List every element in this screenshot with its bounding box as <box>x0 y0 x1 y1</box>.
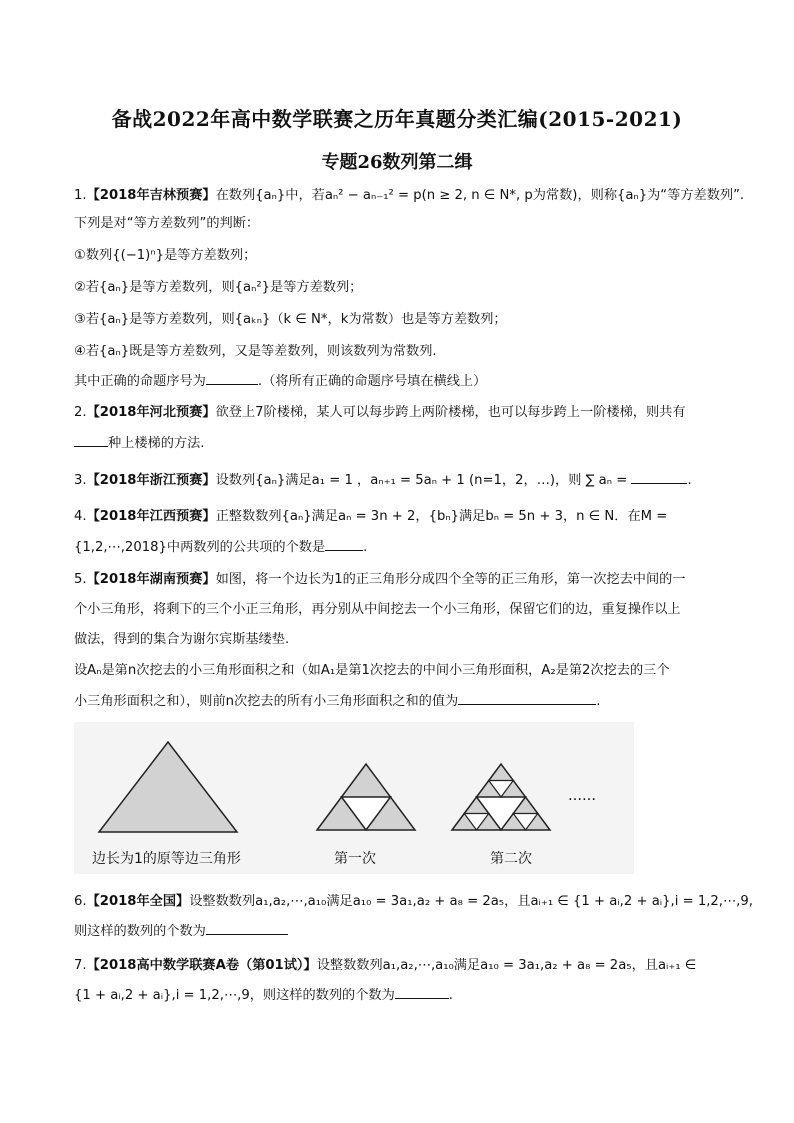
answer-blank[interactable] <box>74 434 108 447</box>
q2-stem: 2.【2018年河北预赛】欲登上7阶楼梯，某人可以每步跨上两阶楼梯，也可以每步跨上一阶楼梯，则共有 <box>74 405 686 420</box>
caption-original: 边长为1的原等边三角形 <box>92 851 241 867</box>
q5-line2: 个小三角形，将剩下的三个小正三角形，再分别从中间挖去一个小三角形，保留它们的边，重复操作以上 <box>74 602 681 617</box>
q1-option-3: ③若{aₙ}是等方差数列，则{aₖₙ}（k ∈ N*，k为常数）也是等方差数列； <box>74 312 507 327</box>
q2-tag: 【2018年河北预赛】 <box>86 405 216 420</box>
q6-tag: 【2018年全国】 <box>86 894 190 909</box>
q7-tag: 【2018高中数学联赛A卷（第01试）】 <box>86 958 317 973</box>
q5-line3: 做法，得到的集合为谢尔宾斯基缕垫. <box>74 632 290 647</box>
q1-tag: 【2018年吉林预赛】 <box>86 188 216 203</box>
q1-option-1: ①数列{(−1)ⁿ}是等方差数列； <box>74 248 257 263</box>
q6-stem: 6.【2018年全国】设整数数列a₁,a₂,⋯,a₁₀满足a₁₀ = 3a₁,a₂ + a₈ = 2a₅，且aᵢ₊₁ ∈ {1 + aᵢ,2 + aᵢ},i = 1,2,⋯,9, <box>74 894 753 909</box>
q2-line2: 种上楼梯的方法. <box>74 434 734 454</box>
q1-option-2: ②若{aₙ}是等方差数列，则{aₙ²}是等方差数列； <box>74 280 363 295</box>
q1-intro: 下列是对“等方差数列”的判断： <box>74 216 260 231</box>
caption-second: 第二次 <box>490 851 532 867</box>
q7-line2: {1 + aᵢ,2 + aᵢ},i = 1,2,⋯,9，则这样的数列的个数为 . <box>74 988 453 1003</box>
q4-tag: 【2018年江西预赛】 <box>86 509 216 524</box>
q1-stem: 1.【2018年吉林预赛】在数列{aₙ}中，若aₙ² − aₙ₋₁² = p(n ≥ 2, n ∈ N*, p为常数)，则称{aₙ}为“等方差数列”. <box>74 188 745 203</box>
q7-stem: 7.【2018高中数学联赛A卷（第01试）】设整数数列a₁,a₂,⋯,a₁₀满足a₁₀ = 3a₁,a₂ + a₈ = 2a₅，且aᵢ₊₁ ∈ <box>74 958 697 973</box>
q1-question: 其中正确的命题序号为 .（将所有正确的命题序号填在横线上） <box>74 374 487 389</box>
q5-line5: 小三角形面积之和），则前n次挖去的所有小三角形面积之和的值为 . <box>74 694 601 709</box>
answer-blank[interactable] <box>458 692 596 705</box>
q3-tag: 【2018年浙江预赛】 <box>86 473 216 488</box>
q5-stem: 5.【2018年湖南预赛】如图，将一个边长为1的正三角形分成四个全等的正三角形，第一次挖去中间的一 <box>74 572 686 587</box>
document-title: 备战2022年高中数学联赛之历年真题分类汇编(2015-2021) <box>111 107 683 131</box>
answer-blank[interactable] <box>631 471 687 484</box>
caption-first: 第一次 <box>334 851 376 867</box>
q4-line2: {1,2,⋯,2018}中两数列的公共项的个数是 . <box>74 540 368 555</box>
figure-ellipsis: …… <box>568 788 596 804</box>
document-subtitle: 专题26数列第二缉 <box>321 152 473 173</box>
original-triangle <box>99 742 237 832</box>
q5-line4: 设Aₙ是第n次挖去的小三角形面积之和（如A₁是第1次挖去的中间小三角形面积，A₂是第2次挖去的三个 <box>74 663 670 678</box>
answer-blank[interactable] <box>206 372 258 385</box>
q3-stem: 3.【2018年浙江预赛】设数列{aₙ}满足a₁ = 1 ，aₙ₊₁ = 5aₙ + 1 (n=1，2，…)，则 ∑ aₙ = . <box>74 473 692 488</box>
q4-stem: 4.【2018年江西预赛】正整数数列{aₙ}满足aₙ = 3n + 2，{bₙ}满足bₙ = 5n + 3，n ∈ N．在M = <box>74 509 668 524</box>
answer-blank[interactable] <box>325 538 363 551</box>
q6-line2: 则这样的数列的个数为 <box>74 922 734 942</box>
q5-tag: 【2018年湖南预赛】 <box>86 572 216 587</box>
q1-text: 在数列{aₙ}中，若aₙ² − aₙ₋₁² = p(n ≥ 2, n ∈ N*, p为常数)，则称{aₙ}为“等方差数列”. <box>215 188 745 203</box>
answer-blank[interactable] <box>206 922 288 935</box>
answer-blank[interactable] <box>395 986 449 999</box>
q1-option-4: ④若{aₙ}既是等方差数列，又是等差数列，则该数列为常数列. <box>74 344 437 359</box>
